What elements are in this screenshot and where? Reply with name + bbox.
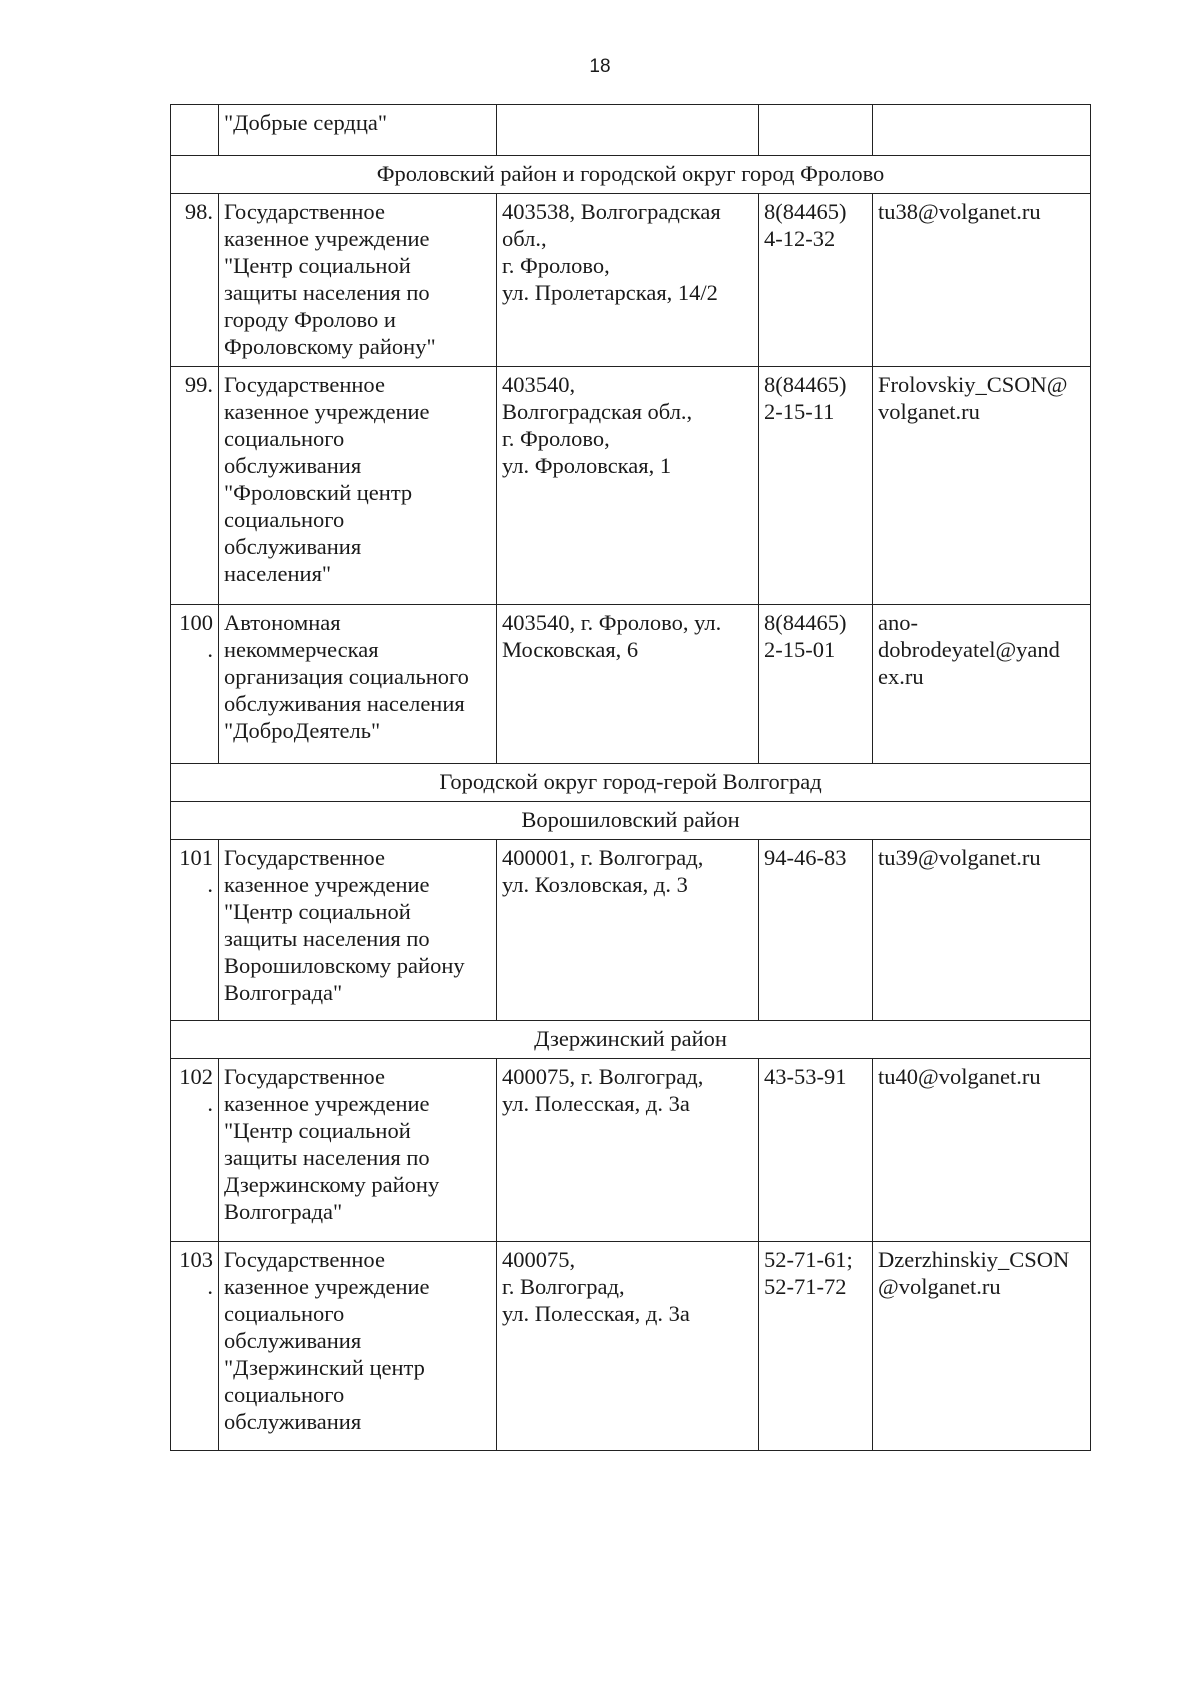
- email-cell: [873, 105, 1091, 156]
- phone-cell: 52-71-61; 52-71-72: [759, 1242, 873, 1451]
- section-header-row: [171, 1021, 1091, 1059]
- table-row: [171, 367, 1091, 605]
- section-header-row: [171, 764, 1091, 802]
- email-cell: ano- dobrodeyatel@yand ex.ru: [873, 605, 1091, 764]
- email-cell: Dzerzhinskiy_CSON @volganet.ru: [873, 1242, 1091, 1451]
- address-cell: 403538, Волгоградская обл., г. Фролово, ул. Пролетарская, 14/2: [497, 194, 759, 367]
- phone-cell: 8(84465) 2-15-11: [759, 367, 873, 605]
- phone-cell: [759, 105, 873, 156]
- email-cell: Frolovskiy_CSON@ volganet.ru: [873, 367, 1091, 605]
- page-number: 18: [589, 56, 611, 77]
- table-row: [171, 1059, 1091, 1242]
- section-header-row: [171, 802, 1091, 840]
- institution-name-cell: "Добрые сердца": [219, 105, 497, 156]
- row-number-cell: 98.: [171, 194, 219, 367]
- section-header-volgograd: Городской округ город-герой Волгоград: [171, 764, 1091, 802]
- address-cell: [497, 105, 759, 156]
- institution-name-cell: Государственное казенное учреждение "Центр социальной защиты населения по Ворошиловскому району Волгограда": [219, 840, 497, 1021]
- table-row: [171, 605, 1091, 764]
- institution-name-cell: Государственное казенное учреждение социального обслуживания "Фроловский центр социального обслуживания населения": [219, 367, 497, 605]
- table-row: [171, 1242, 1091, 1451]
- table-row: [171, 105, 1091, 156]
- institution-name-cell: Автономная некоммерческая организация социального обслуживания населения "ДоброДеятель": [219, 605, 497, 764]
- table-row: [171, 840, 1091, 1021]
- email-cell: tu38@volganet.ru: [873, 194, 1091, 367]
- table-row: [171, 194, 1091, 367]
- section-header-voroshilovsky: Ворошиловский район: [171, 802, 1091, 840]
- email-cell: tu39@volganet.ru: [873, 840, 1091, 1021]
- institutions-table: [170, 104, 1091, 1451]
- section-header-row: [171, 156, 1091, 194]
- institution-name-cell: Государственное казенное учреждение "Центр социальной защиты населения по Дзержинскому району Волгограда": [219, 1059, 497, 1242]
- row-number-cell: [171, 105, 219, 156]
- row-number-cell: 102 .: [171, 1059, 219, 1242]
- institution-name-cell: Государственное казенное учреждение социального обслуживания "Дзержинский центр социального обслуживания: [219, 1242, 497, 1451]
- section-header-frolovo: Фроловский район и городской округ город Фролово: [171, 156, 1091, 194]
- address-cell: 400001, г. Волгоград, ул. Козловская, д. 3: [497, 840, 759, 1021]
- row-number-cell: 101 .: [171, 840, 219, 1021]
- address-cell: 400075, г. Волгоград, ул. Полесская, д. 3а: [497, 1242, 759, 1451]
- address-cell: 403540, г. Фролово, ул. Московская, 6: [497, 605, 759, 764]
- section-header-dzerzhinsky: Дзержинский район: [171, 1021, 1091, 1059]
- address-cell: 403540, Волгоградская обл., г. Фролово, ул. Фроловская, 1: [497, 367, 759, 605]
- row-number-cell: 103 .: [171, 1242, 219, 1451]
- phone-cell: 8(84465) 2-15-01: [759, 605, 873, 764]
- row-number-cell: 99.: [171, 367, 219, 605]
- row-number-cell: 100 .: [171, 605, 219, 764]
- address-cell: 400075, г. Волгоград, ул. Полесская, д. 3а: [497, 1059, 759, 1242]
- phone-cell: 94-46-83: [759, 840, 873, 1021]
- institution-name-cell: Государственное казенное учреждение "Центр социальной защиты населения по городу Фролово и Фроловскому району": [219, 194, 497, 367]
- phone-cell: 43-53-91: [759, 1059, 873, 1242]
- phone-cell: 8(84465) 4-12-32: [759, 194, 873, 367]
- email-cell: tu40@volganet.ru: [873, 1059, 1091, 1242]
